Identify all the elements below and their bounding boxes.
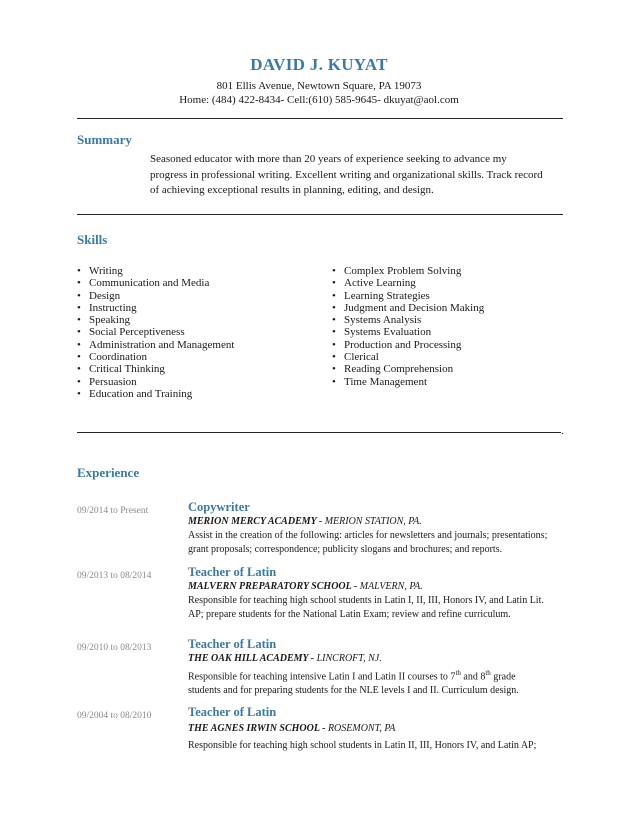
- skills-list-right: [332, 265, 484, 388]
- summary-line: of achieving exceptional results in planning, editing, and design.: [150, 184, 434, 196]
- skill-item: • Systems Evaluation: [332, 326, 432, 339]
- skill-item: • Judgment and Decision Making: [332, 301, 485, 314]
- skills-list-left: [77, 265, 234, 400]
- end-mark: .: [561, 425, 564, 437]
- skill-item: • Learning Strategies: [332, 289, 430, 302]
- skill-item: • Administration and Management: [77, 338, 235, 351]
- candidate-name: DAVID J. KUYAT: [250, 55, 388, 74]
- skill-item: • Persuasion: [77, 375, 137, 388]
- job-description: Responsible for teaching intensive Latin I and Latin II courses to 7th and 8th grade students and for preparing students for the NLE levels I and II. Curriculum design.: [188, 669, 519, 697]
- job-dates: 09/2014 to Present: [77, 506, 149, 516]
- job-employer: MERION MERCY ACADEMY - MERION STATION, PA.: [188, 516, 422, 527]
- job-dates: 09/2010 to 08/2013: [77, 643, 152, 653]
- skill-item: • Systems Analysis: [332, 314, 422, 327]
- address-line: 801 Ellis Avenue, Newtown Square, PA 19073: [216, 80, 422, 92]
- skill-item: • Coordination: [77, 351, 148, 364]
- skill-item: • Reading Comprehension: [332, 363, 454, 376]
- job-description: Responsible for teaching high school students in Latin II, III, Honors IV, and Latin AP;: [188, 740, 537, 751]
- skill-item: • Critical Thinking: [77, 363, 165, 376]
- skill-item: • Active Learning: [332, 277, 416, 290]
- summary-line: Seasoned educator with more than 20 years of experience seeking to advance my: [150, 153, 507, 165]
- divider: [77, 214, 563, 215]
- contact-line: Home: (484) 422-8434- Cell:(610) 585-9645- dkuyat@aol.com: [179, 94, 459, 106]
- skill-item: • Instructing: [77, 301, 137, 314]
- skill-item: • Clerical: [332, 351, 379, 364]
- divider: [77, 118, 563, 119]
- skills-heading: Skills: [77, 232, 108, 247]
- job-employer: THE AGNES IRWIN SCHOOL - ROSEMONT, PA: [188, 723, 396, 734]
- summary-line: progress in professional writing. Excellent writing and organizational skills. Track record: [150, 168, 543, 181]
- summary-text: [150, 152, 565, 199]
- job-description: Assist in the creation of the following: articles for newsletters and journals; presentations; grant proposals; correspondence; publicity slogans and brochures; and reports.: [188, 530, 548, 555]
- job-title: Teacher of Latin: [188, 637, 277, 651]
- job-description: Responsible for teaching high school students in Latin I, II, III, Honors IV, and Latin Lit. AP; prepare students for the National Latin Exam; review and refine curriculum.: [188, 595, 544, 620]
- contact-block: [0, 79, 638, 107]
- divider: [77, 432, 561, 433]
- job-title: Teacher of Latin: [188, 565, 277, 579]
- experience-heading: Experience: [77, 465, 140, 480]
- job-title: Teacher of Latin: [188, 705, 277, 719]
- skill-item: • Production and Processing: [332, 338, 462, 351]
- job-employer: THE OAK HILL ACADEMY - LINCROFT, NJ.: [188, 653, 382, 664]
- job-employer: MALVERN PREPARATORY SCHOOL - MALVERN, PA.: [188, 581, 423, 592]
- skill-item: • Social Perceptiveness: [77, 326, 185, 339]
- skill-item: • Writing: [77, 265, 123, 277]
- skill-item: • Communication and Media: [77, 277, 210, 290]
- job-dates: 09/2013 to 08/2014: [77, 571, 152, 581]
- skill-item: • Complex Problem Solving: [332, 265, 462, 277]
- skill-item: • Speaking: [77, 314, 130, 327]
- summary-heading: Summary: [77, 132, 132, 147]
- skill-item: • Education and Training: [77, 387, 193, 400]
- skill-item: • Design: [77, 289, 121, 302]
- job-title: Copywriter: [188, 500, 250, 514]
- job-dates: 09/2004 to 08/2010: [77, 711, 152, 721]
- skill-item: • Time Management: [332, 375, 427, 388]
